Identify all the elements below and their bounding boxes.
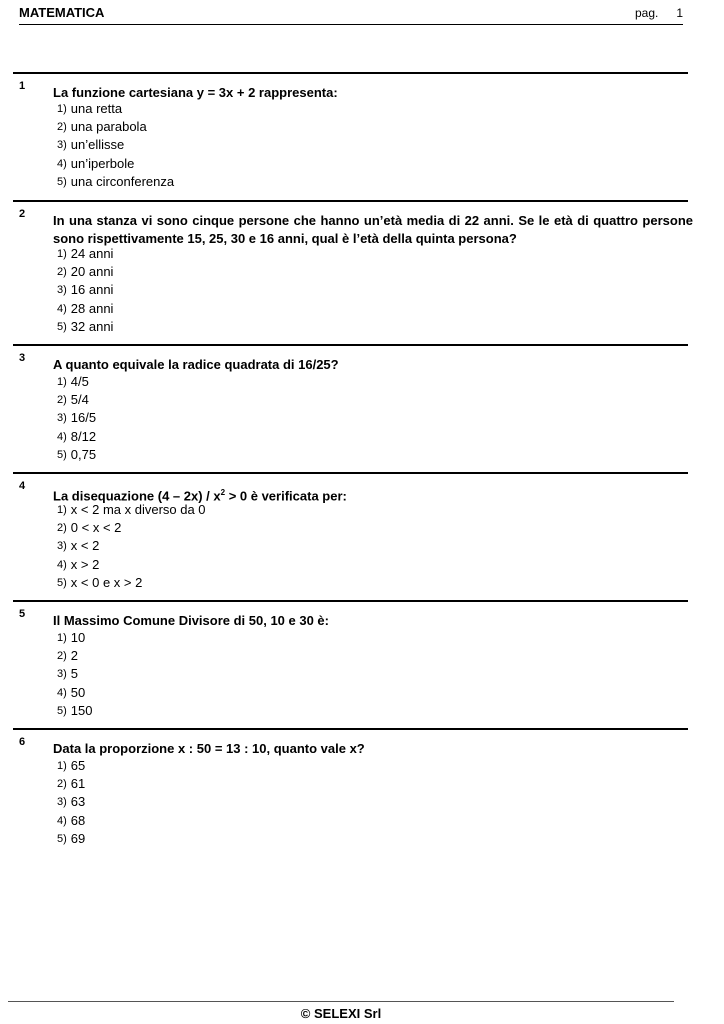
option-text: x < 2 ma x diverso da 0: [70, 502, 206, 517]
option-4: [57, 300, 113, 318]
question-6: [13, 728, 688, 858]
option-text: 50: [70, 684, 86, 700]
option-text: 20 anni: [70, 264, 114, 280]
option-text: un’ellisse: [70, 137, 125, 153]
option-text: 0,75: [70, 446, 97, 462]
option-text: 8/12: [70, 428, 97, 444]
option-text: una retta: [70, 101, 123, 116]
option-5: [57, 702, 92, 720]
option-4: [57, 684, 92, 702]
option-text: 63: [70, 794, 86, 810]
option-number: 5): [57, 704, 67, 717]
option-4: [57, 556, 206, 574]
option-number: 3): [57, 139, 67, 152]
option-3: [57, 281, 113, 299]
option-5: [57, 446, 96, 464]
option-number: 5): [57, 576, 67, 589]
question-3: [13, 344, 688, 474]
option-number: 3): [57, 668, 67, 681]
options-list: [57, 245, 113, 336]
options-list: [57, 373, 96, 464]
option-number: 2): [57, 778, 67, 791]
question-number: 3: [19, 352, 26, 364]
option-3: [57, 409, 96, 427]
option-number: 2): [57, 650, 67, 663]
option-number: 1): [57, 376, 67, 388]
option-number: 3): [57, 796, 67, 809]
option-number: 2): [57, 394, 67, 407]
option-text: 61: [70, 776, 86, 792]
option-1: [57, 100, 174, 118]
option-text: 16/5: [70, 410, 97, 426]
option-2: [57, 391, 96, 409]
option-number: 5): [57, 832, 67, 845]
option-3: [57, 793, 85, 811]
option-2: [57, 519, 206, 537]
question-number: 6: [19, 736, 26, 748]
option-1: [57, 245, 113, 263]
question-text: In una stanza vi sono cinque persone che hanno un’età media di 22 anni. Se le età di quattro persone sono rispettivamente 15, 25, 30 e 16 anni, qual è l’età della quinta persona?: [53, 213, 693, 246]
option-text: x < 2: [70, 538, 100, 554]
option-number: 3): [57, 284, 67, 297]
option-number: 4): [57, 302, 67, 315]
option-number: 2): [57, 266, 67, 279]
option-5: [57, 318, 113, 336]
option-text: 68: [70, 812, 86, 828]
option-text: 0 < x < 2: [70, 520, 122, 536]
question-number: 1: [19, 80, 26, 92]
question-text-part: > 0 è verificata per:: [225, 488, 347, 504]
option-1: [57, 629, 92, 647]
question-2: [13, 200, 693, 346]
option-5: [57, 830, 85, 848]
option-text: una parabola: [70, 119, 147, 135]
option-number: 3): [57, 540, 67, 553]
option-text: 10: [70, 630, 86, 645]
options-list: [57, 629, 92, 720]
question-text: A quanto equivale la radice quadrata di 16/25?: [53, 357, 339, 372]
question-text: Il Massimo Comune Divisore di 50, 10 e 30 è:: [53, 613, 329, 628]
option-2: [57, 647, 92, 665]
option-1: [57, 501, 206, 519]
option-text: x > 2: [70, 556, 100, 572]
option-text: 4/5: [70, 374, 89, 389]
question-5: [13, 600, 688, 730]
page-number: 1: [676, 6, 683, 20]
option-number: 2): [57, 121, 67, 134]
option-2: [57, 118, 174, 136]
question-text: La funzione cartesiana y = 3x + 2 rappresenta:: [53, 85, 338, 100]
options-list: [57, 757, 85, 848]
option-4: [57, 155, 174, 173]
option-number: 1): [57, 632, 67, 644]
copyright-text: © SELEXI Srl: [300, 1006, 382, 1021]
option-number: 2): [57, 522, 67, 535]
option-text: 24 anni: [70, 246, 114, 261]
option-number: 4): [57, 686, 67, 699]
option-text: 69: [70, 830, 86, 846]
option-text: 16 anni: [70, 282, 114, 298]
option-text: 150: [70, 702, 93, 718]
option-text: 28 anni: [70, 300, 114, 316]
option-2: [57, 263, 113, 281]
exponent: 2: [220, 488, 226, 497]
option-text: una circonferenza: [70, 173, 175, 189]
option-5: [57, 173, 174, 191]
option-number: 1): [57, 760, 67, 772]
question-number: 2: [19, 208, 26, 220]
question-text: Data la proporzione x : 50 = 13 : 10, quanto vale x?: [53, 741, 365, 756]
option-4: [57, 812, 85, 830]
option-number: 4): [57, 157, 67, 170]
page-footer: [8, 1001, 674, 1021]
option-text: 5/4: [70, 392, 89, 408]
option-3: [57, 665, 92, 683]
question-1: [13, 72, 688, 202]
question-4: [13, 472, 688, 602]
option-number: 5): [57, 175, 67, 188]
option-3: [57, 537, 206, 555]
option-number: 5): [57, 448, 67, 461]
option-text: 2: [70, 648, 79, 664]
option-text: 32 anni: [70, 318, 114, 334]
option-4: [57, 428, 96, 446]
option-number: 1): [57, 103, 67, 115]
option-text: 65: [70, 758, 86, 773]
question-number: 5: [19, 608, 26, 620]
options-list: [57, 100, 174, 191]
option-number: 4): [57, 814, 67, 827]
page-label: pag.: [635, 6, 659, 20]
option-text: 5: [70, 666, 79, 682]
option-number: 1): [57, 504, 67, 516]
option-number: 1): [57, 248, 67, 260]
option-text: un’iperbole: [70, 155, 135, 171]
option-5: [57, 574, 206, 592]
option-1: [57, 373, 96, 391]
option-number: 3): [57, 412, 67, 425]
page-header: [19, 0, 683, 25]
question-number: 4: [19, 480, 26, 492]
question-text-part: La disequazione (4 – 2x) / x: [53, 488, 221, 504]
option-text: x < 0 e x > 2: [70, 574, 143, 590]
subject-title: MATEMATICA: [19, 5, 105, 20]
option-2: [57, 775, 85, 793]
option-number: 4): [57, 430, 67, 443]
option-number: 4): [57, 558, 67, 571]
option-1: [57, 757, 85, 775]
options-list: [57, 501, 206, 592]
option-3: [57, 136, 174, 154]
option-number: 5): [57, 320, 67, 333]
